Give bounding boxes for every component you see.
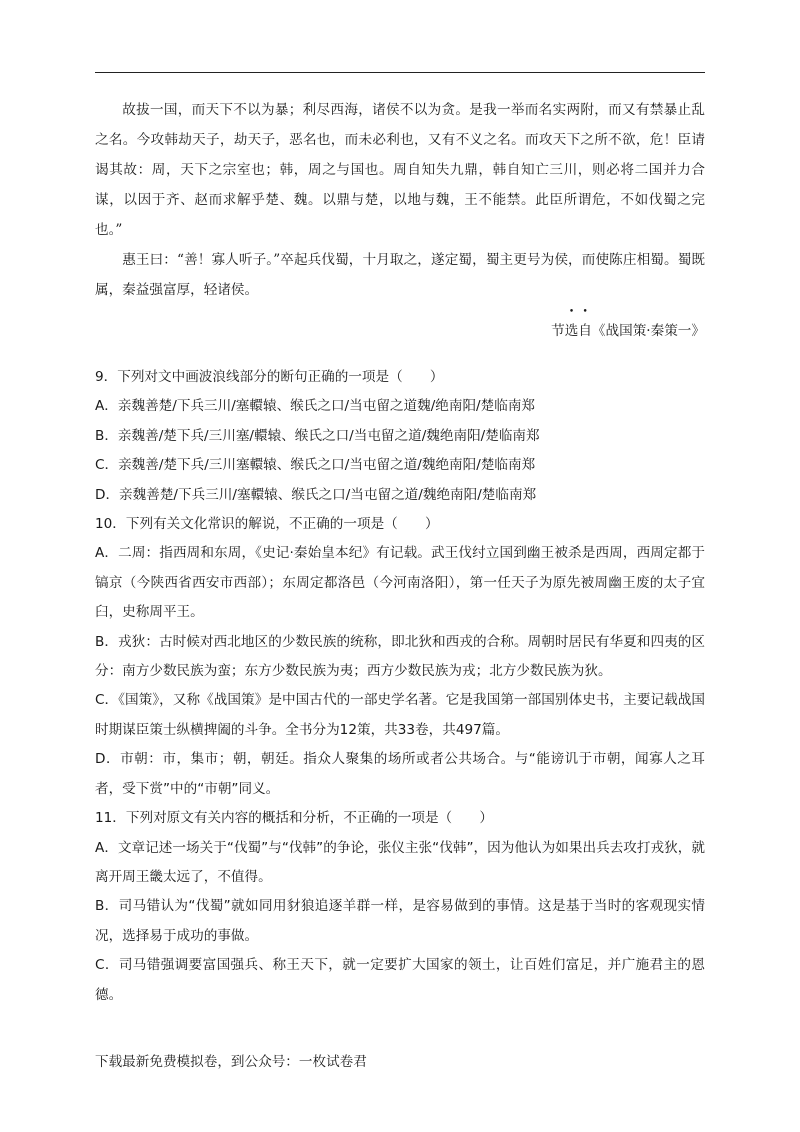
- source-attribution: [551, 319, 705, 339]
- question-10-option-c: C．《国策》，又称《战国策》是中国古代的一部史学名著。它是我国第一部国别体史书，主要记载战国时期谋臣策士纵横捭阖的斗争。全书分为12策，共33卷，共497篇。: [95, 692, 705, 738]
- header-rule: [95, 72, 705, 73]
- question-10-option-d: D．市朝：市，集市；朝，朝廷。指众人聚集的场所或者公共场合。与“能谤讥于市朝，闻寡人之耳者，受下赏”中的“市朝”同义。: [95, 751, 705, 797]
- question-11-stem: 11．下列对原文有关内容的概括和分析，不正确的一项是（ ）: [95, 810, 493, 827]
- question-list: [95, 363, 705, 1010]
- question-9-stem: 9．下列对文中画波浪线部分的断句正确的一项是（ ）: [95, 369, 444, 385]
- passage-paragraph: 故拔一国，而天下不以为暴；利尽西海，诸侯不以为贪。是我一举而名实两附，而又有禁暴止乱之名。今攻韩劫天子，劫天子，恶名也，而未必利也，又有不义之名。而攻天下之所不欲，危！臣请谒其故：周，天下之宗室也；韩，周之与国也。周自知失九鼎，韩自知亡三川，则必将二国并力合谋，以因于齐、赵而求解乎楚、魏。以鼎与楚，以地与魏，王不能禁。此臣所谓危，不如伐蜀之完也。”: [95, 102, 705, 238]
- question-9-option-d: D．亲魏善楚/下兵三川/塞轘辕、缑氏之口/当屯留之道/魏绝南阳/楚临南郑: [95, 486, 537, 503]
- source-prefix: 节: [551, 323, 565, 339]
- passage-paragraph: 惠王曰：“善！寡人听子。”卒起兵伐蜀，十月取之，遂定蜀，蜀主更号为侯，而使陈庄相蜀。蜀既属，秦益强富厚，轻诸侯。: [95, 252, 705, 298]
- footer-note: 下载最新免费模拟卷，到公众号：一枚试卷君: [95, 1054, 367, 1070]
- question-10-stem: 10．下列有关文化常识的解说，不正确的一项是（ ）: [95, 516, 439, 533]
- source-title: 《战国策·秦策一》: [591, 323, 705, 339]
- question-10-option-b: B．戎狄：古时候对西北地区的少数民族的统称，即北狄和西戎的合称。周朝时居民有华夏和四夷的区分：南方少数民族为蛮；东方少数民族为夷；西方少数民族为戎；北方少数民族为狄。: [95, 633, 705, 680]
- question-9-option-a: A．亲魏善楚/下兵三川/塞轘辕、缑氏之口/当屯留之道魏/绝南阳/楚临南郑: [95, 398, 536, 415]
- question-11-option-a: A．文章记述一场关于“伐蜀”与“伐韩”的争论，张仪主张“伐韩”，因为他认为如果出兵去攻打戎狄，就离开周王畿太远了，不值得。: [95, 839, 705, 885]
- question-9-option-c: C．亲魏善/楚下兵/三川塞轘辕、缑氏之口/当屯留之道/魏绝南阳/楚临南郑: [95, 457, 536, 474]
- emphasis-dotted-char: 选: [564, 323, 579, 339]
- question-11-option-c: C．司马错强调要富国强兵、称王天下，就一定要扩大国家的领土，让百姓们富足，并广施君主的恩德。: [95, 957, 705, 1003]
- question-9-option-b: B．亲魏善/楚下兵/三川塞/轘辕、缑氏之口/当屯留之道/魏绝南阳/楚临南郑: [95, 427, 540, 444]
- passage-text: [95, 95, 705, 305]
- emphasis-dotted-char: 自: [578, 323, 592, 339]
- question-10-option-a: A．二周：指西周和东周，《史记·秦始皇本纪》有记载。武王伐纣立国到幽王被杀是西周，西周定都于镐京（今陕西省西安市西部）；东周定都洛邑（今河南洛阳），第一任天子为原先被周幽王废的太子宜臼，史称周平王。: [95, 545, 705, 621]
- question-11-option-b: B．司马错认为“伐蜀”就如同用豺狼追逐羊群一样，是容易做到的事情。这是基于当时的客观现实情况，选择易于成功的事做。: [95, 898, 705, 944]
